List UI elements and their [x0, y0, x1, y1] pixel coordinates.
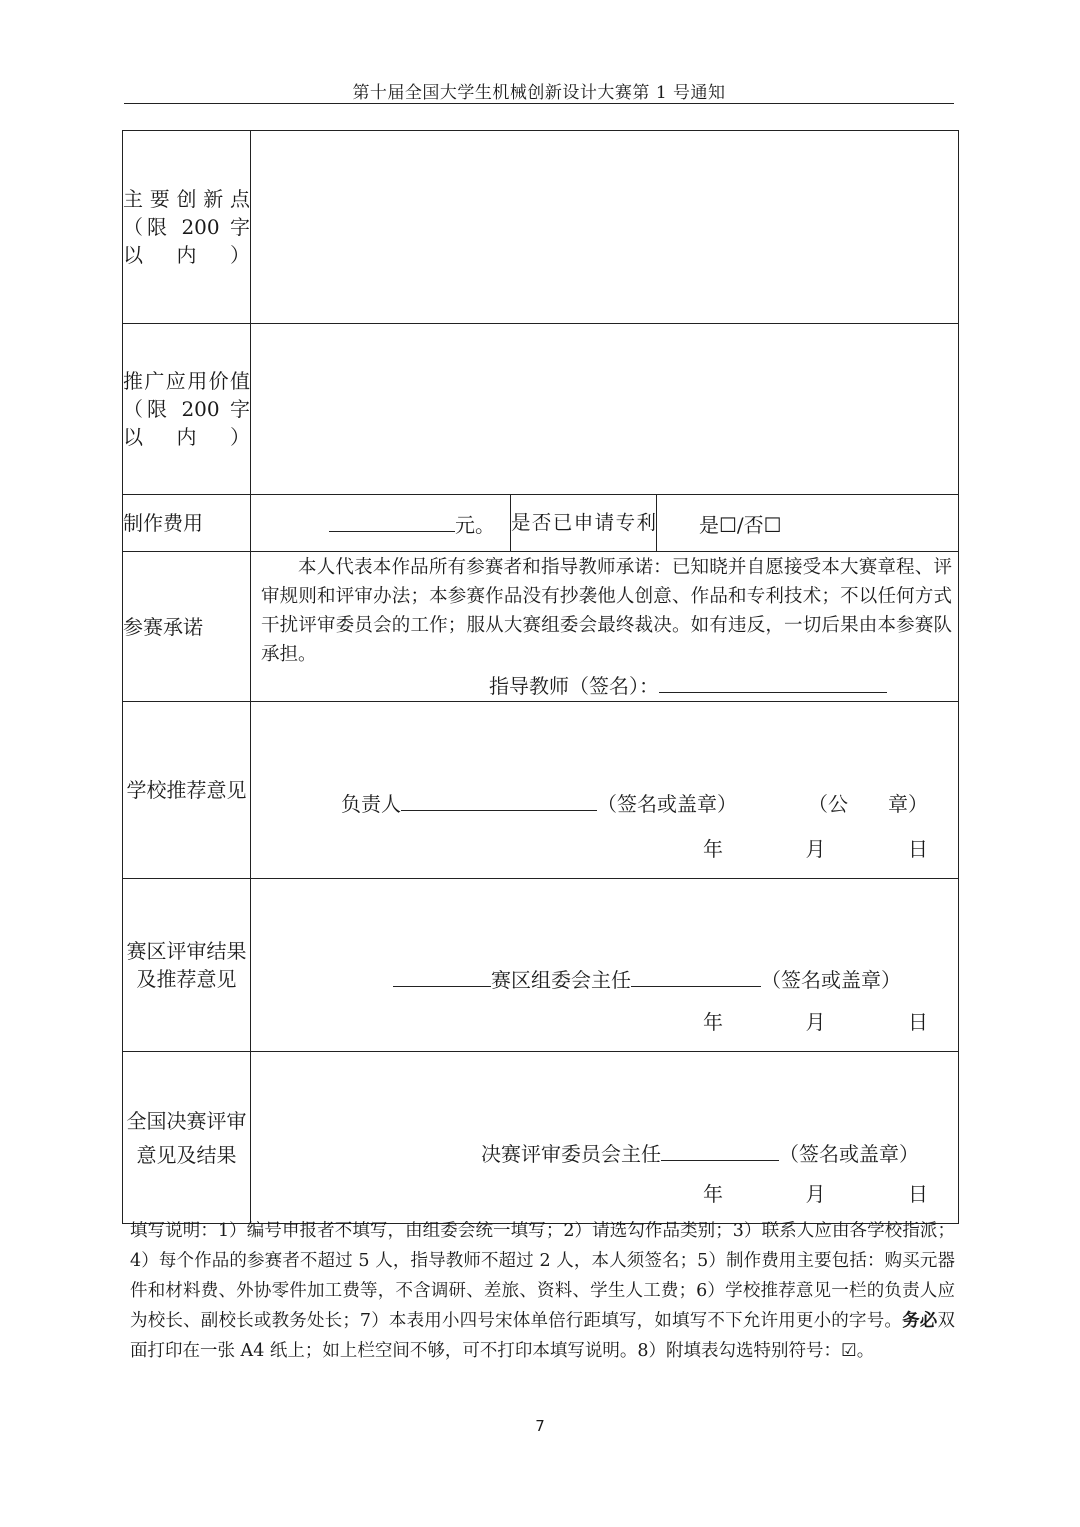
application-form-table — [122, 130, 959, 1224]
patent-label: 是否已申请专利 — [511, 495, 657, 552]
final-cell — [251, 1052, 959, 1224]
notes-text-end: 双面打印在一张 A4 纸上；如上栏空间不够，可不打印本填写说明。8）附填表勾选特别符号：☑。 — [130, 1311, 956, 1361]
month-label: 月 — [805, 837, 826, 861]
page-number: 7 — [535, 1417, 545, 1435]
final-sign-note: （签名或盖章） — [779, 1142, 919, 1166]
row-innovation — [123, 131, 959, 324]
promise-label: 参赛承诺 — [123, 552, 251, 702]
filling-instructions — [130, 1216, 955, 1366]
year-label: 年 — [703, 837, 724, 861]
notes-emphasis: 务必 — [902, 1311, 938, 1331]
region-name-blank[interactable] — [393, 964, 491, 987]
region-cell — [251, 879, 959, 1052]
promise-cell — [251, 552, 959, 702]
notes-text: 填写说明：1）编号申报者不填写，由组委会统一填写；2）请选勾作品类别；3）联系人应由各学校指派；4）每个作品的参赛者不超过 5 人，指导教师不超过 2 人，本人须签名；5）制作费用主要包括：购买元器件和材料费、外协零件加工费等，不含调研、差旅、资料、学生人工费；6）学校推荐意见一栏的负责人应为校长、副校长或教务处长；7）本表用小四号宋体单倍行距填写，如填写不下允许用更小的字号。 — [130, 1221, 955, 1331]
region-date — [703, 1006, 928, 1035]
row-final — [123, 1052, 959, 1224]
school-label: 学校推荐意见 — [123, 702, 251, 879]
final-signature-line — [481, 1138, 919, 1167]
header-rule — [124, 103, 954, 104]
promise-text: 本人代表本作品所有参赛者和指导教师承诺：已知晓并自愿接受本大赛章程、评审规则和评审办法；本参赛作品没有抄袭他人创意、作品和专利技术；不以任何方式干扰评审委员会的工作；服从大赛组委会最终裁决。如有违反，一切后果由本参赛队承担。 — [261, 557, 953, 665]
final-date — [703, 1178, 928, 1207]
region-chair-blank[interactable] — [631, 964, 761, 987]
year-label: 年 — [703, 1010, 724, 1034]
region-chair-label: 赛区组委会主任 — [491, 968, 631, 992]
row-region — [123, 879, 959, 1052]
school-sign-note: （签名或盖章） — [597, 792, 737, 816]
day-label: 日 — [908, 1182, 929, 1206]
row-school — [123, 702, 959, 879]
school-date — [703, 833, 928, 862]
school-signature-line — [341, 788, 737, 817]
final-label: 全国决赛评审意见及结果 — [123, 1052, 251, 1224]
month-label: 月 — [805, 1010, 826, 1034]
year-label: 年 — [703, 1182, 724, 1206]
month-label: 月 — [805, 1182, 826, 1206]
row-cost — [123, 495, 959, 552]
responsible-blank[interactable] — [401, 788, 597, 811]
region-signature-line — [393, 964, 901, 993]
row-promise — [123, 552, 959, 702]
teacher-signature-line — [251, 670, 958, 701]
school-seal: （公 章） — [808, 792, 929, 816]
patent-options[interactable]: 是☐/否☐ — [657, 495, 959, 552]
row-application — [123, 324, 959, 495]
application-field[interactable] — [251, 324, 959, 495]
innovation-label: 主要创新点（限 200 字以内） — [123, 131, 251, 324]
day-label: 日 — [908, 1010, 929, 1034]
teacher-signature-label: 指导教师（签名）： — [489, 674, 659, 698]
final-chair-label: 决赛评审委员会主任 — [481, 1142, 661, 1166]
application-label: 推广应用价值（限 200 字以内） — [123, 324, 251, 495]
responsible-label: 负责人 — [341, 792, 401, 816]
school-cell — [251, 702, 959, 879]
region-sign-note: （签名或盖章） — [761, 968, 901, 992]
final-chair-blank[interactable] — [661, 1138, 779, 1161]
cost-label: 制作费用 — [123, 495, 251, 552]
day-label: 日 — [908, 837, 929, 861]
cost-field[interactable] — [251, 495, 511, 552]
cost-unit: 元。 — [455, 512, 495, 537]
innovation-field[interactable] — [251, 131, 959, 324]
teacher-signature-blank[interactable] — [659, 670, 887, 693]
cost-blank[interactable] — [329, 509, 455, 532]
region-label: 赛区评审结果及推荐意见 — [123, 879, 251, 1052]
document-header-title: 第十届全国大学生机械创新设计大赛第 1 号通知 — [352, 83, 726, 103]
